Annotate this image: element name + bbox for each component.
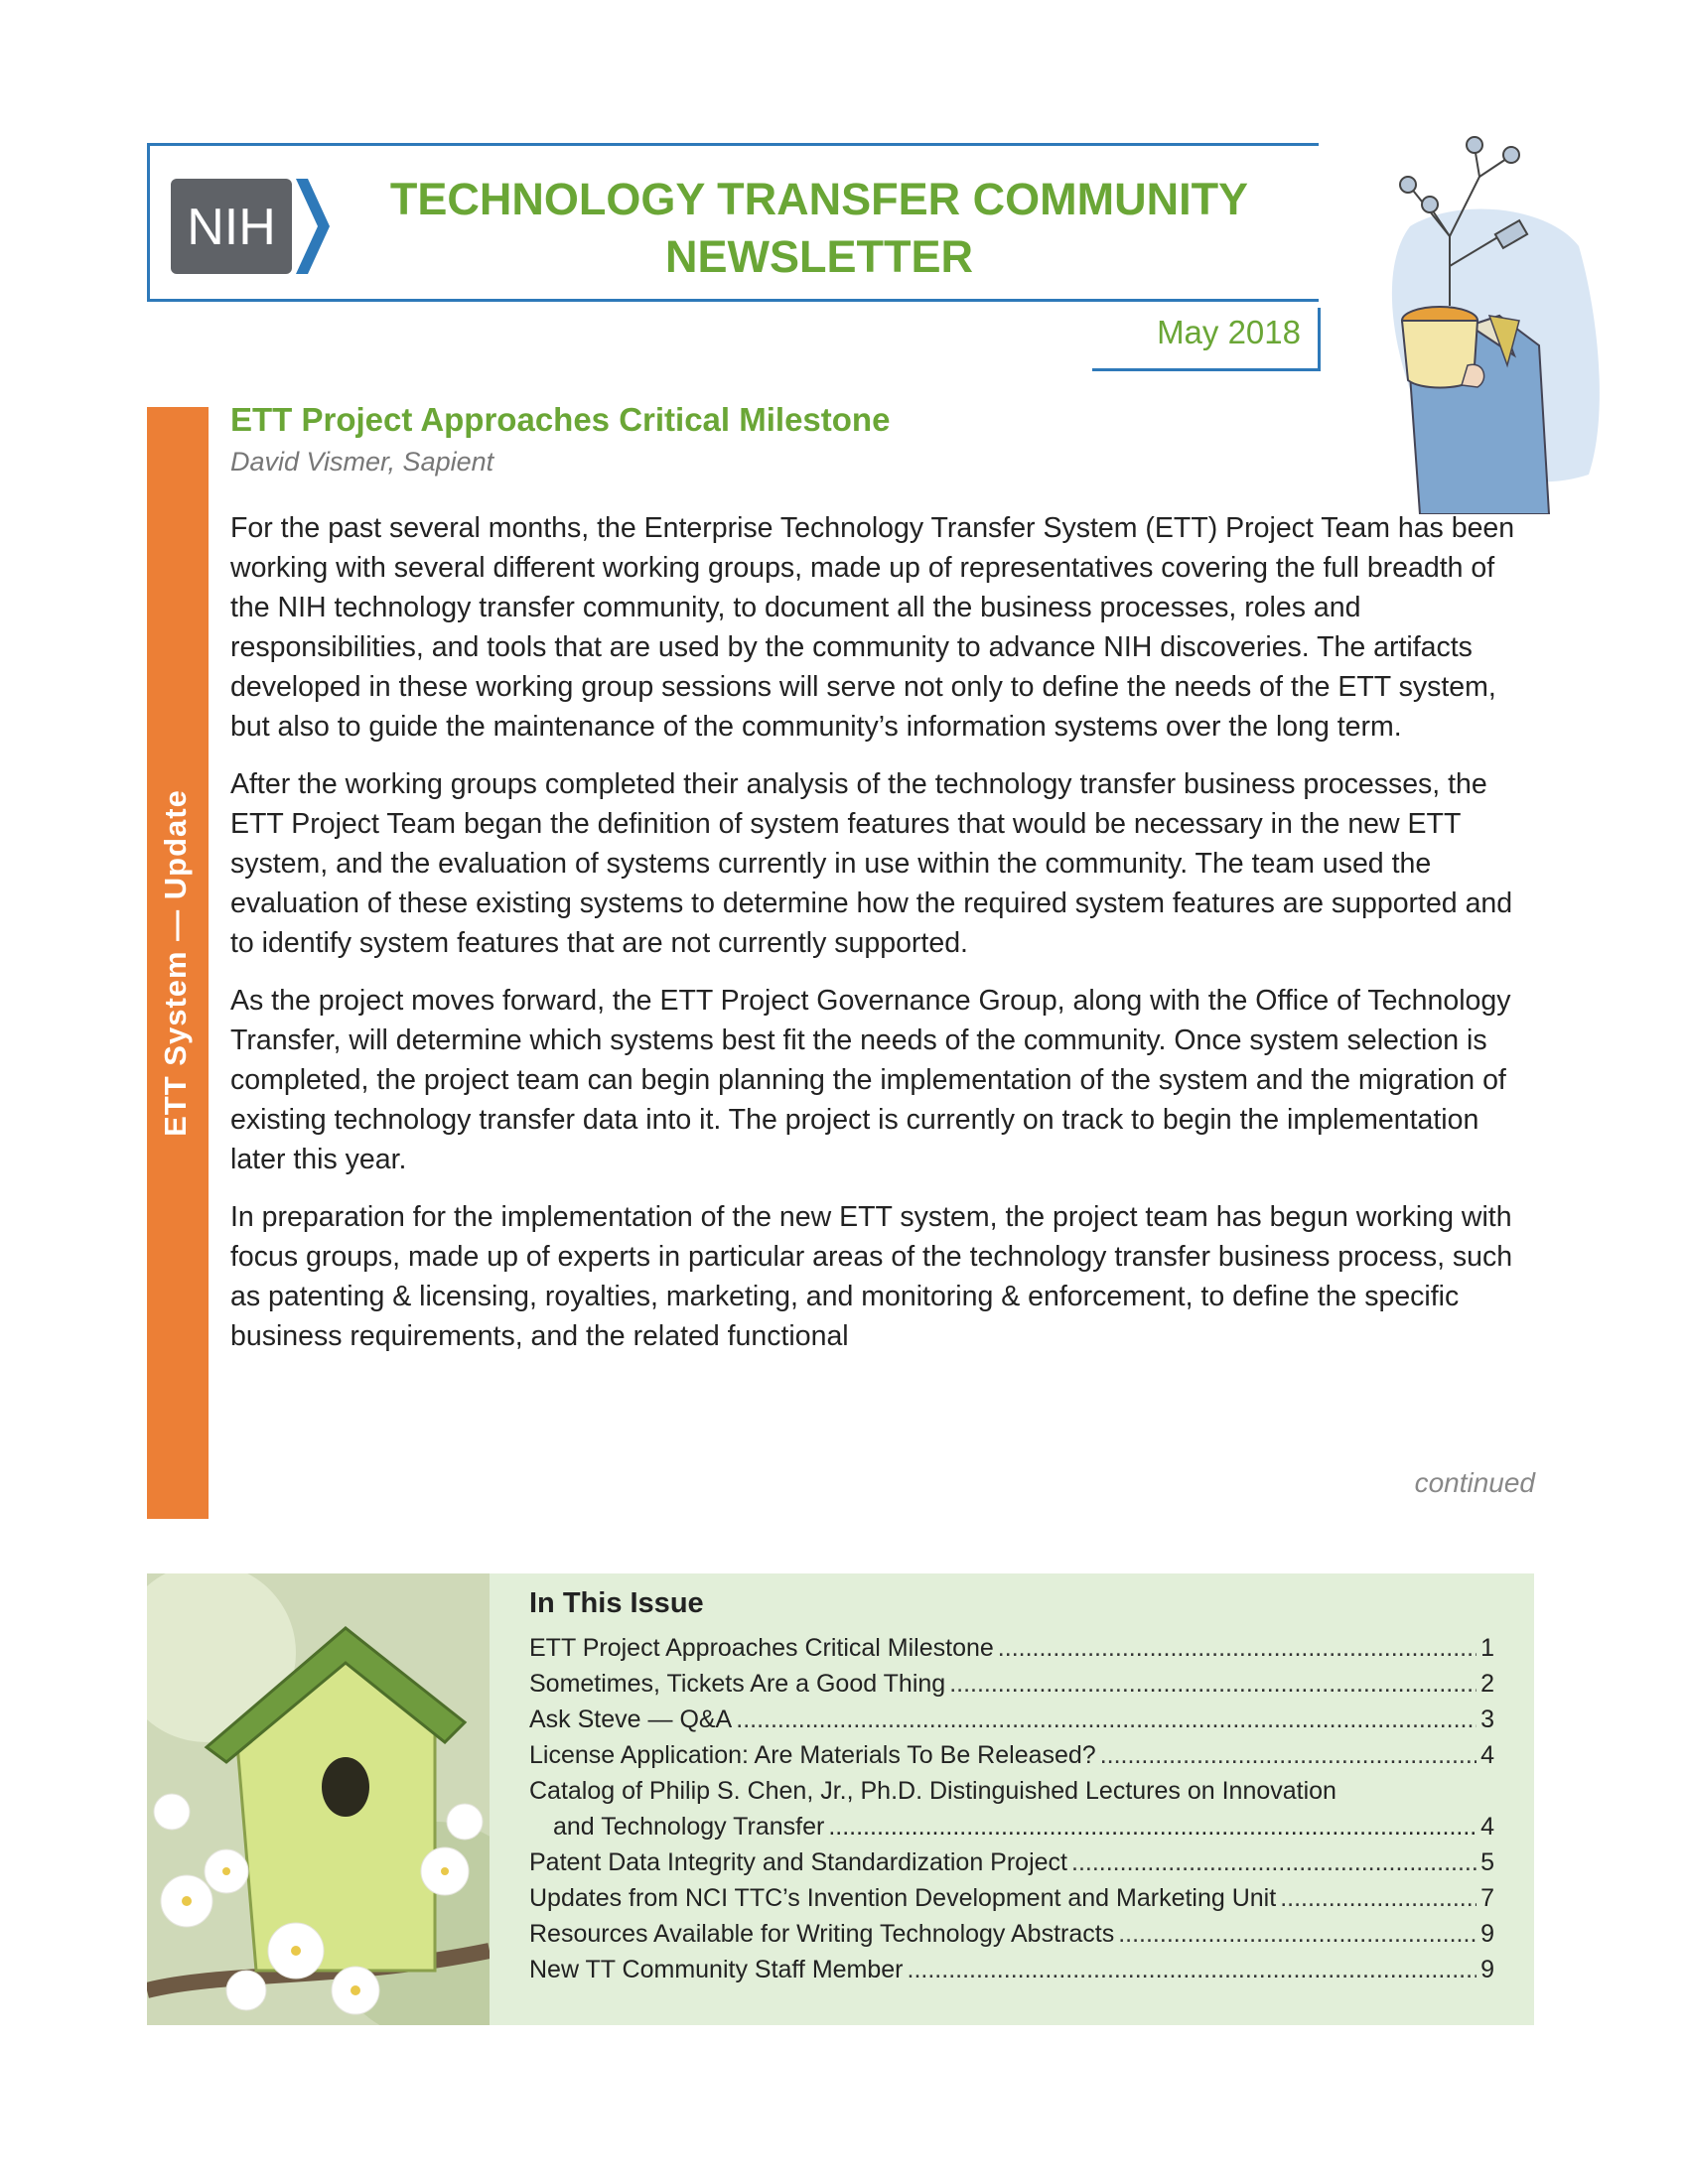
toc-item[interactable] [529, 1880, 1494, 1916]
toc-item-page: 9 [1480, 1956, 1494, 1983]
toc-item-page: 5 [1480, 1848, 1494, 1876]
toc-item-title: License Application: Are Materials To Be Released? [529, 1741, 1096, 1769]
birdhouse-photo [147, 1573, 490, 2025]
toc-item[interactable] [529, 1630, 1494, 1666]
toc-item-page: 4 [1480, 1813, 1494, 1841]
toc-item-title: Ask Steve — Q&A [529, 1706, 733, 1733]
toc-item[interactable] [529, 1916, 1494, 1952]
newsletter-title-line2: NEWSLETTER [665, 231, 973, 282]
toc-item-page: 4 [1480, 1741, 1494, 1769]
toc-item-page: 7 [1480, 1884, 1494, 1912]
toc-item-title: ETT Project Approaches Critical Milestone [529, 1634, 994, 1662]
toc-item-title: Resources Available for Writing Technology Abstracts [529, 1920, 1115, 1948]
article-paragraph: For the past several months, the Enterprise Technology Transfer System (ETT) Project Team has been working with several different working groups, made up of representatives covering the full breadth of the NIH technology transfer community, to document all the business processes, roles and responsibilities, and tools that are used by the community to advance NIH discoveries. The artifacts developed in these working group sessions will serve not only to define the needs of the ETT system, but also to guide the maintenance of the community’s information systems over the long term. [230, 512, 1515, 743]
toc-item-title: Updates from NCI TTC’s Invention Development and Marketing Unit [529, 1884, 1277, 1912]
toc-item-title: New TT Community Staff Member [529, 1956, 904, 1983]
toc-item-page: 2 [1480, 1670, 1494, 1698]
article-paragraph: In preparation for the implementation of the new ETT system, the project team has begun working with focus groups, made up of experts in particular areas of the technology transfer business process, such as patenting & licensing, royalties, marketing, and monitoring & enforcement, to define the specific business requirements, and the related functional [230, 1201, 1513, 1352]
in-this-issue-box [490, 1573, 1534, 2025]
toc-item-page: 9 [1480, 1920, 1494, 1948]
newsletter-title-line1: TECHNOLOGY TRANSFER COMMUNITY [389, 174, 1249, 224]
toc-item-page: 3 [1480, 1706, 1494, 1733]
article-title: ETT Project Approaches Critical Milestone [230, 401, 891, 438]
toc-heading: In This Issue [529, 1587, 704, 1619]
toc-item-title: Patent Data Integrity and Standardization Project [529, 1848, 1067, 1876]
toc-item-page: 1 [1480, 1634, 1494, 1662]
technology-tree-illustration [1350, 117, 1609, 514]
toc-item-title: Sometimes, Tickets Are a Good Thing [529, 1670, 946, 1698]
toc-item[interactable] [529, 1702, 1494, 1737]
toc-item[interactable] [529, 1844, 1494, 1880]
toc-item-title: Catalog of Philip S. Chen, Jr., Ph.D. Distinguished Lectures on Innovation [529, 1777, 1336, 1805]
section-label: ETT System — Update [158, 789, 193, 1137]
article-paragraph: As the project moves forward, the ETT Project Governance Group, along with the Office of Technology Transfer, will determine which systems best fit the needs of the community. Once system selection is completed, the project team can begin planning the implementation of the system and the migration of existing technology transfer data into it. The project is currently on track to begin the implementation later this year. [230, 985, 1511, 1175]
toc-item[interactable] [529, 1666, 1494, 1702]
toc-item-title-continued: and Technology Transfer [553, 1813, 825, 1841]
article-author: David Vismer, Sapient [230, 447, 494, 477]
toc-item[interactable] [529, 1737, 1494, 1773]
issue-date: May 2018 [1157, 314, 1301, 350]
toc-item[interactable] [529, 1773, 1494, 1844]
article-body [230, 508, 1541, 1374]
nih-logo [169, 177, 333, 276]
toc-item[interactable] [529, 1952, 1494, 1987]
nih-logo-text: NIH [187, 199, 276, 256]
newsletter-title [357, 171, 1281, 286]
article-paragraph: After the working groups completed their analysis of the technology transfer business processes, the ETT Project Team began the definition of system features that would be necessary in the new ETT system, and the evaluation of systems currently in use within the community. The team used the evaluation of these existing systems to determine how the required system features are supported and to identify system features that are not currently supported. [230, 768, 1513, 959]
continued-label: continued [1414, 1467, 1535, 1498]
